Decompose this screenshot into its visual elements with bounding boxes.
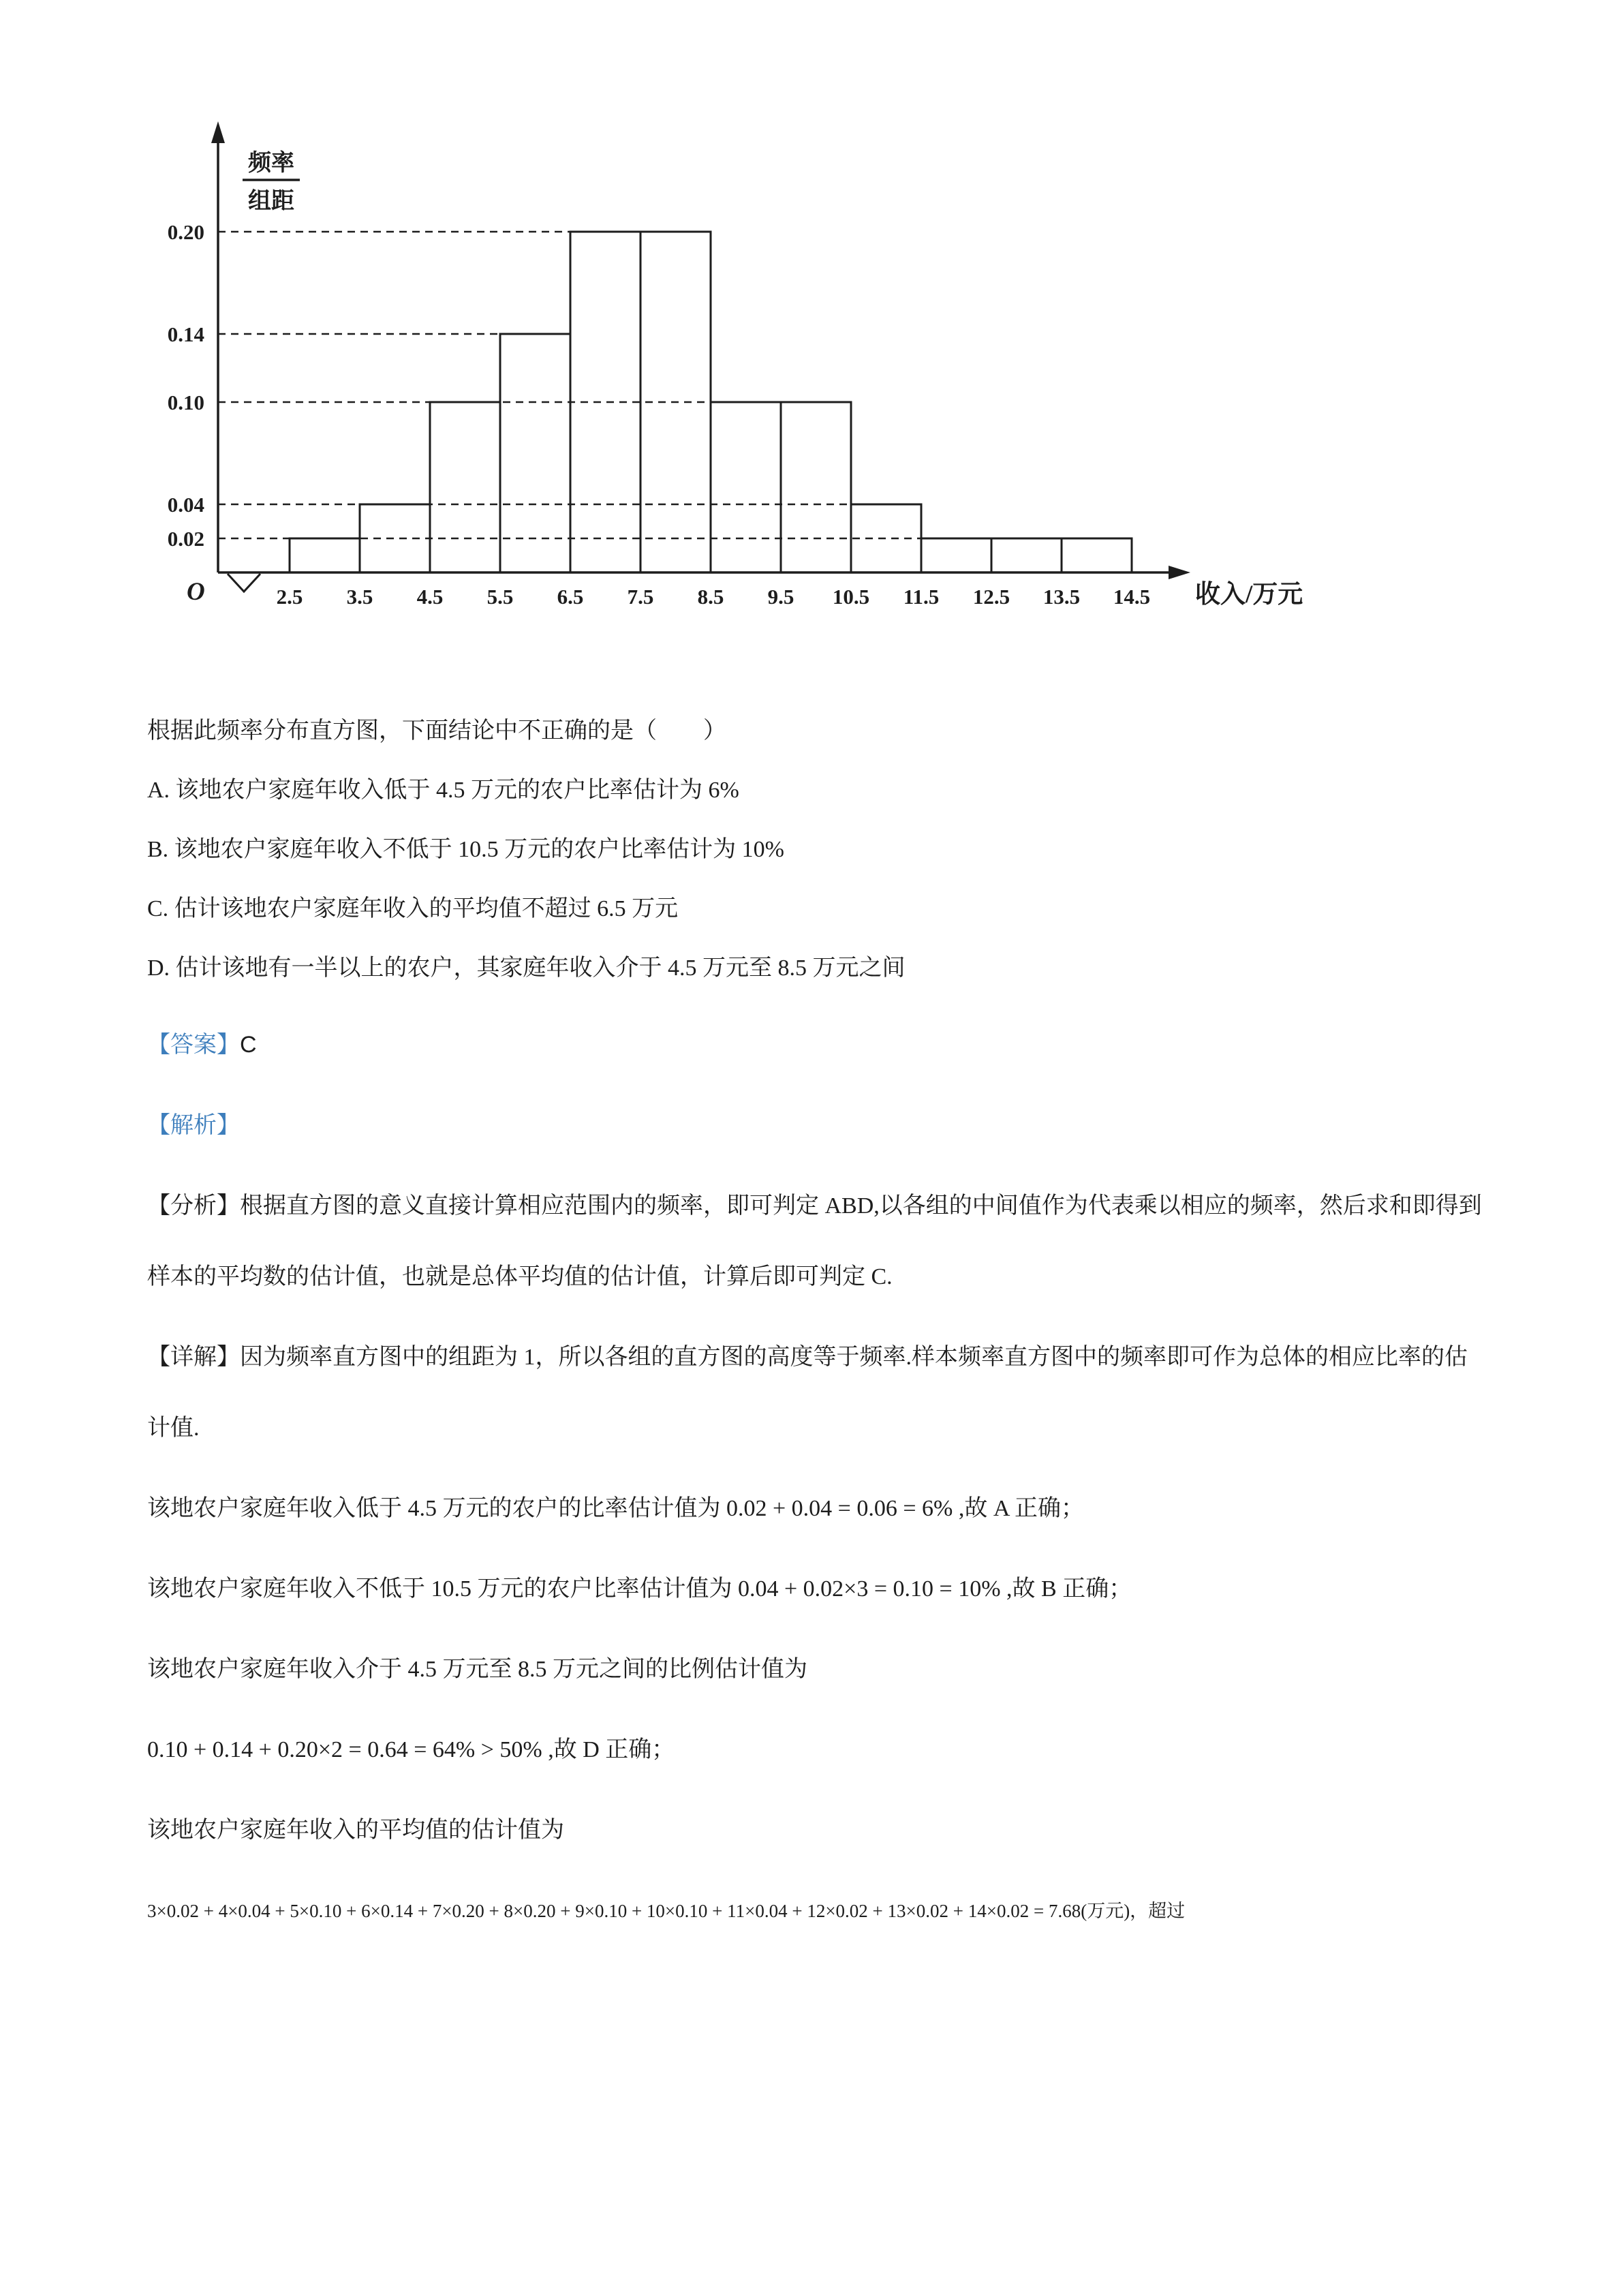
y-tick-label: 0.04 [167, 493, 204, 517]
paragraph-mean-intro: 该地农户家庭年收入的平均值的估计值为 [147, 1818, 564, 1843]
ylabel-numerator: 频率 [248, 151, 294, 176]
y-tick-label: 0.02 [167, 527, 204, 551]
x-tick-label: 13.5 [1042, 585, 1081, 609]
detail-paragraph: 【详解】因为频率直方图中的组距为 1，所以各组的直方图的高度等于频率.样本频率直方图中的频率即可作为总体的相应比率的估计值. [147, 1345, 1468, 1441]
x-tick-label: 4.5 [416, 585, 444, 609]
paragraph-option-d-intro: 该地农户家庭年收入介于 4.5 万元至 8.5 万元之间的比例估计值为 [147, 1657, 807, 1682]
x-axis-arrow [1169, 566, 1190, 579]
x-tick-label: 8.5 [697, 585, 724, 609]
answer-line [147, 1009, 1484, 1081]
y-axis-arrow [211, 121, 225, 143]
option-c: C. 估计该地农户家庭年收入的平均值不超过 6.5 万元 [147, 896, 679, 921]
histogram-bar [290, 538, 360, 572]
answer-label: 【答案】 [147, 1032, 240, 1058]
x-tick-label: 3.5 [346, 585, 373, 609]
x-tick-label: 12.5 [972, 585, 1010, 609]
histogram-bar [711, 402, 781, 572]
x-tick-label: 11.5 [903, 585, 940, 609]
option-b: B. 该地农户家庭年收入不低于 10.5 万元的农户比率估计为 10% [147, 837, 784, 862]
x-tick-label: 6.5 [557, 585, 584, 609]
x-tick-label: 5.5 [486, 585, 514, 609]
y-tick-label: 0.20 [167, 220, 204, 244]
question-and-solution [147, 713, 1484, 1956]
analysis-paragraph: 【分析】根据直方图的意义直接计算相应范围内的频率，即可判定 ABD,以各组的中间值作为代表乘以相应的频率，然后求和即得到样本的平均数的估计值，也就是总体平均值的估计值，计算后即可判定 C. [147, 1193, 1482, 1289]
option-d: D. 估计该地有一半以上的农户，其家庭年收入介于 4.5 万元至 8.5 万元之间 [147, 955, 906, 981]
formula-mean-value: 3×0.02 + 4×0.04 + 5×0.10 + 6×0.14 + 7×0.20 + 8×0.20 + 9×0.10 + 10×0.10 + 11×0.04 + 12×0.02 + 13×0.02 + 14×0.02 = 7.68(万元)，超过 [147, 1901, 1186, 1921]
x-tick-label: 2.5 [276, 585, 303, 609]
histogram-bar [921, 538, 991, 572]
x-tick-label: 9.5 [767, 585, 794, 609]
histogram-bar [500, 334, 570, 572]
y-tick-label: 0.14 [167, 322, 204, 346]
x-tick-label: 10.5 [832, 585, 870, 609]
paragraph-option-b-check: 该地农户家庭年收入不低于 10.5 万元的农户比率估计值为 0.04 + 0.02×3 = 0.10 = 10% ,故 B 正确； [147, 1576, 1132, 1602]
histogram-bar [781, 402, 851, 572]
y-tick-label: 0.10 [167, 391, 204, 414]
x-axis-label: 收入/万元 [1195, 581, 1303, 609]
histogram-bar [991, 538, 1062, 572]
formula-option-d: 0.10 + 0.14 + 0.20×2 = 0.64 = 64% > 50% ,故 D 正确； [147, 1737, 675, 1762]
histogram-svg [116, 102, 1342, 647]
histogram-bar [1062, 538, 1132, 572]
paragraph-option-a-check: 该地农户家庭年收入低于 4.5 万元的农户的比率估计值为 0.02 + 0.04 = 0.06 = 6% ,故 A 正确； [147, 1496, 1085, 1521]
histogram-chart [116, 102, 1342, 647]
analysis-header: 【解析】 [147, 1113, 240, 1138]
x-tick-label: 14.5 [1113, 585, 1151, 609]
option-a: A. 该地农户家庭年收入低于 4.5 万元的农户比率估计为 6% [147, 778, 739, 803]
x-tick-label: 7.5 [627, 585, 654, 609]
histogram-bar [430, 402, 500, 572]
ylabel-denominator: 组距 [248, 189, 294, 214]
question-stem: 根据此频率分布直方图，下面结论中不正确的是（ ） [147, 718, 726, 744]
origin-label: O [187, 578, 205, 606]
answer-value: C [240, 1032, 257, 1058]
axis-break-mark [228, 574, 260, 592]
